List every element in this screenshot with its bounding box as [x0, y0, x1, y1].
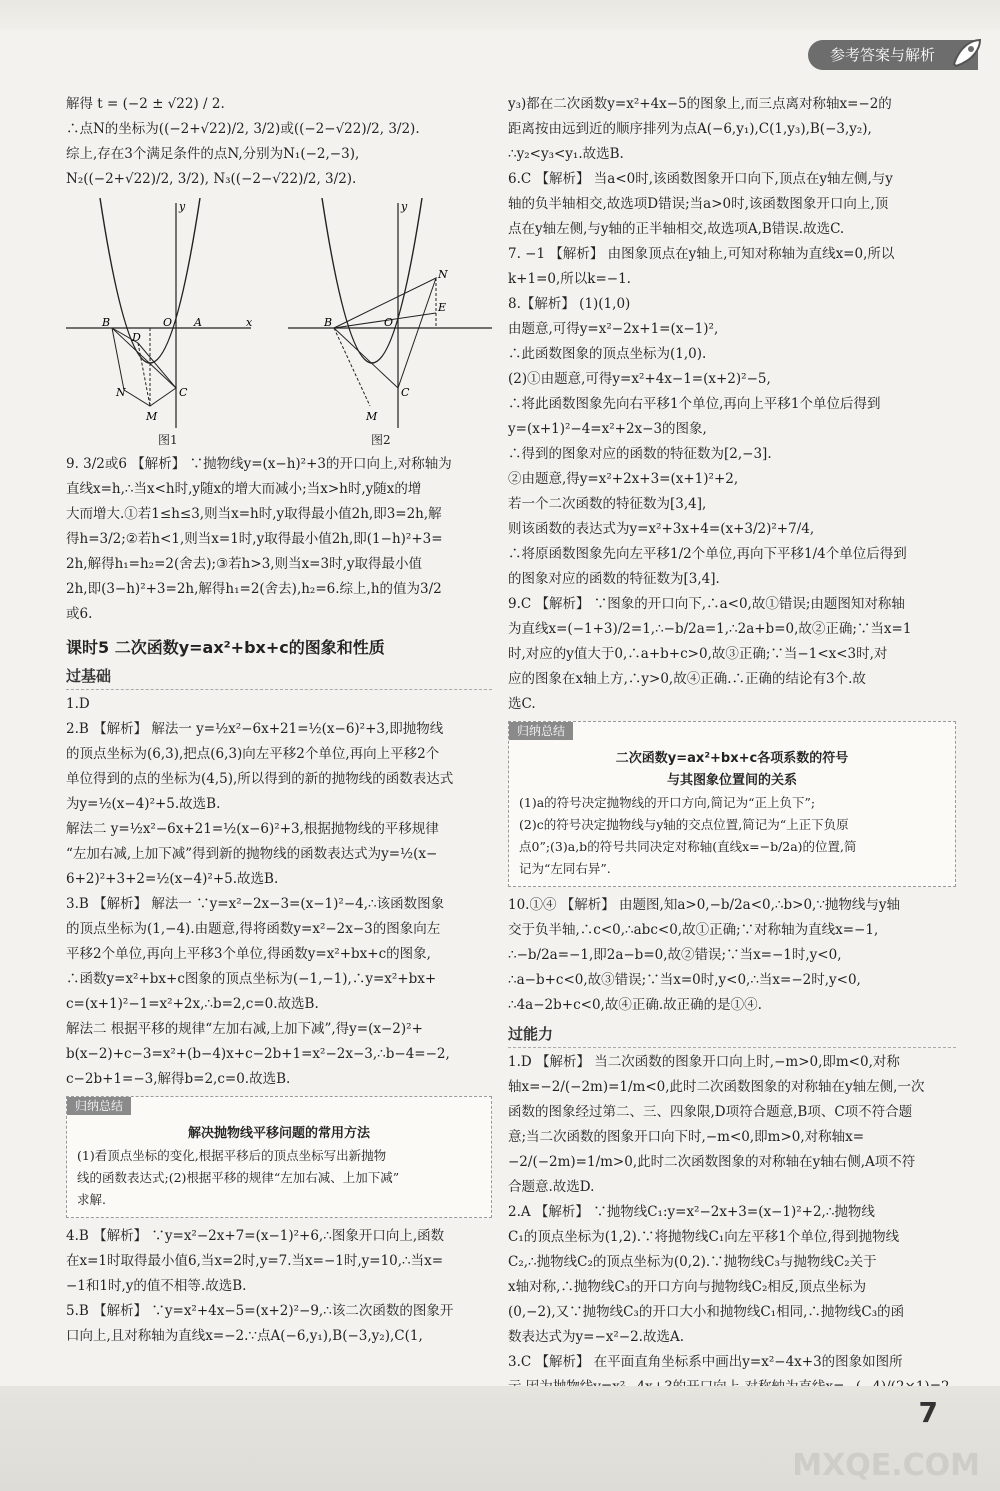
question-9-line: 得h=3/2;②若h<1,则当x=1时,y取得最小值2h,即(1−h)²+3= — [66, 531, 443, 547]
summary-line: 求解. — [77, 1192, 106, 1207]
question-9-line: 2h,即(3−h)²+3=2h,解得h₁=2(舍去),h₂=6.综上,h的值为3/2 — [66, 581, 442, 597]
svg-text:C: C — [401, 386, 410, 399]
text-line: 距离按由远到近的顺序排列为点A(−6,y₁),C(1,y₃),B(−3,y₂), — [508, 121, 872, 137]
question-10-line: 10.①④ 【解析】 由题图,知a>0,−b/2a<0,∴b>0,∵抛物线与y轴 — [508, 897, 901, 913]
page-number: 7 — [918, 1396, 938, 1429]
text-line: 应的图象在x轴上方,∴y>0,故④正确.∴正确的结论有3个.故 — [508, 671, 866, 687]
text-line: 选C. — [508, 696, 536, 712]
text-line: ∴此函数图象的顶点坐标为(1,0). — [508, 346, 707, 362]
answer-line: ∴函数y=x²+bx+c图象的顶点坐标为(−1,−1),∴y=x²+bx+ — [66, 971, 437, 987]
summary-line: (1)看顶点坐标的变化,根据平移后的顶点坐标写出新抛物 — [77, 1148, 387, 1163]
figure-captions — [66, 428, 492, 452]
svg-text:y: y — [401, 200, 408, 213]
text-line: 综上,存在3个满足条件的点N,分别为N₁(−2,−3), — [66, 146, 360, 162]
svg-text:O: O — [163, 316, 173, 329]
answer-line: C₂,∴抛物线C₂的顶点坐标为(0,2).∵抛物线C₃与抛物线C₂关于 — [508, 1254, 877, 1270]
summary-line: 点0”;(3)a,b的符号共同决定对称轴(直线x=−b/2a)的位置,简 — [519, 839, 857, 854]
summary-title: 解决抛物线平移问题的常用方法 — [187, 1126, 370, 1141]
svg-text:O: O — [384, 316, 394, 329]
question-9-line: 或6. — [66, 606, 93, 622]
summary-box-coefficients — [508, 721, 956, 887]
svg-text:B: B — [324, 316, 333, 329]
answer-line: C₁的顶点坐标为(1,2).∵将抛物线C₁向左平移1个单位,得到抛物线 — [508, 1229, 900, 1245]
svg-text:A: A — [194, 316, 202, 329]
text-line: 若一个二次函数的特征数为[3,4], — [508, 496, 707, 512]
text-line: ∴将此函数图象先向右平移1个单位,再向上平移1个单位后得到 — [508, 396, 881, 412]
summary-line: (1)a的符号决定抛物线的开口方向,简记为“正上负下”; — [519, 795, 816, 810]
answer-line: 平移2个单位,再向上平移3个单位,得函数y=x²+bx+c的图象, — [66, 946, 431, 962]
question-9-line: 9. 3/2或6 【解析】 ∵抛物线y=(x−h)²+3的开口向上,对称轴为 — [66, 456, 452, 472]
text-line: 6.C 【解析】 当a<0时,该函数图象开口向下,顶点在y轴左侧,与y — [508, 171, 893, 187]
text-line: ∴y₂<y₃<y₁.故选B. — [508, 146, 624, 162]
answer-line: 解法二 y=½x²−6x+21=½(x−6)²+3,根据抛物线的平移规律 — [66, 821, 439, 837]
question-10-line: 交于负半轴,∴c<0,∴abc<0,故①正确;∵对称轴为直线x=−1, — [508, 922, 879, 938]
answer-line: 轴x=−2/(−2m)=1/m<0,此时二次函数图象的对称轴在y轴左侧,一次 — [508, 1079, 925, 1095]
text-line: y₃)都在二次函数y=x²+4x−5的图象上,而三点离对称轴x=−2的 — [508, 96, 892, 112]
question-9-line: 大而增大.①若1≤h≤3,则当x=h时,y取得最小值2h,即3=2h,解 — [66, 506, 442, 522]
answer-line: (0,−2),又∵抛物线C₃的开口大小和抛物线C₁相同,∴抛物线C₃的函 — [508, 1304, 905, 1320]
question-9-line: 直线x=h,∴当x<h时,y随x的增大而减小;当x>h时,y随x的增 — [66, 481, 422, 497]
answer-line: −2/(−2m)=1/m>0,此时二次函数图象的对称轴在y轴右侧,A项不符 — [508, 1154, 916, 1170]
answer-line: 口向上,且对称轴为直线x=−2.∵点A(−6,y₁),B(−3,y₂),C(1, — [66, 1328, 423, 1344]
summary-label: 归纳总结 — [67, 1097, 131, 1115]
text-line: 为直线x=(−1+3)/2=1,∴−b/2a=1,∴2a+b=0,故②正确;∵当x=1 — [508, 621, 912, 637]
answer-line: 6+2)²+3+2=½(x−4)²+5.故选B. — [66, 871, 279, 887]
text-line: 7. −1 【解析】 由图象顶点在y轴上,可知对称轴为直线x=0,所以 — [508, 246, 895, 262]
answer-line: 2.B 【解析】 解法一 y=½x²−6x+21=½(x−6)²+3,即抛物线 — [66, 721, 444, 737]
svg-text:D: D — [132, 331, 141, 344]
answer-line: 1.D — [66, 696, 90, 712]
summary-box-translation — [66, 1096, 492, 1218]
text-line: 8.【解析】 (1)(1,0) — [508, 296, 631, 312]
subsection-ability: 过能力 — [508, 1022, 956, 1048]
svg-text:M: M — [146, 410, 158, 423]
summary-label: 归纳总结 — [509, 722, 573, 740]
answer-line: 3.B 【解析】 解法一 ∵y=x²−2x−3=(x−1)²−4,∴该函数图象 — [66, 896, 445, 912]
answer-line: 意;当二次函数的图象开口向下时,−m<0,即m>0,对称轴x= — [508, 1129, 865, 1145]
answer-line: 的顶点坐标为(1,−4).由题意,得将函数y=x²−2x−3的图象向左 — [66, 921, 441, 937]
answer-line: 2.A 【解析】 ∵抛物线C₁:y=x²−2x+3=(x−1)²+2,∴抛物线 — [508, 1204, 875, 1220]
answer-line: c=(x+1)²−1=x²+2x,∴b=2,c=0.故选B. — [66, 996, 319, 1012]
text-line: 轴的负半轴相交,故选项D错误;当a>0时,该函数图象开口向上,顶 — [508, 196, 889, 212]
svg-text:C: C — [179, 386, 188, 399]
answer-line: 5.B 【解析】 ∵y=x²+4x−5=(x+2)²−9,∴该二次函数的图象开 — [66, 1303, 454, 1319]
svg-text:y: y — [179, 200, 186, 213]
answer-line: 的顶点坐标为(6,3),把点(6,3)向左平移2个单位,再向上平移2个 — [66, 746, 440, 762]
answer-line: 数表达式为y=−x²−2.故选A. — [508, 1329, 685, 1345]
parabola-figures — [66, 198, 492, 428]
text-line: 时,对应的y值大于0,∴a+b+c>0,故③正确;∵当−1<x<3时,对 — [508, 646, 888, 662]
subsection-basic: 过基础 — [66, 664, 492, 690]
right-column — [508, 92, 956, 1450]
answer-line: −1和1时,y的值不相等.故选B. — [66, 1278, 247, 1294]
text-line: 点在y轴左侧,与y轴的正半轴相交,故选项A,B错误.故选C. — [508, 221, 845, 237]
answer-line: c−2b+1=−3,解得b=2,c=0.故选B. — [66, 1071, 291, 1087]
header-badge-label: 参考答案与解析 — [830, 46, 936, 64]
figure-2-caption: 图2 — [371, 433, 391, 447]
text-line: k+1=0,所以k=−1. — [508, 271, 631, 287]
figure-1 — [66, 198, 253, 428]
answer-line: “左加右减,上加下减”得到新的抛物线的函数表达式为y=½(x− — [66, 846, 438, 862]
answer-line: b(x−2)+c−3=x²+(b−4)x+c−2b+1=x²−2x−3,∴b−4=−2, — [66, 1046, 450, 1062]
question-10-line: ∴4a−2b+c<0,故④正确.故正确的是①④. — [508, 997, 762, 1013]
svg-text:M: M — [366, 410, 378, 423]
svg-text:B: B — [102, 316, 111, 329]
answer-line: 3.C 【解析】 在平面直角坐标系中画出y=x²−4x+3的图象如图所 — [508, 1354, 903, 1370]
question-10-line: ∴−b/2a=−1,即2a−b=0,故②错误;∵当x=−1时,y<0, — [508, 947, 842, 963]
summary-title: 二次函数y=ax²+bx+c各项系数的符号 — [615, 751, 849, 766]
text-line: ∴得到的图象对应的函数的特征数为[2,−3]. — [508, 446, 772, 462]
text-line: ∴将原函数图象先向左平移1/2个单位,再向下平移1/4个单位后得到 — [508, 546, 907, 562]
text-line: N₂((−2+√22)/2, 3/2), N₃((−2−√22)/2, 3/2). — [66, 171, 357, 187]
answer-line: 单位得到的点的坐标为(4,5),所以得到的新的抛物线的函数表达式 — [66, 771, 454, 787]
svg-text:N: N — [438, 268, 448, 281]
svg-text:N: N — [116, 386, 126, 399]
text-line: 解得 t = (−2 ± √22) / 2. — [66, 96, 225, 112]
answer-line: 合题意.故选D. — [508, 1179, 595, 1195]
summary-subtitle: 与其图象位置间的关系 — [666, 773, 797, 788]
text-line: 9.C 【解析】 ∵图象的开口向下,∴a<0,故①错误;由题图知对称轴 — [508, 596, 905, 612]
header-badge — [808, 40, 978, 70]
answer-line: 函数的图象经过第二、三、四象限,D项符合题意,B项、C项不符合题 — [508, 1104, 913, 1120]
text-line: (2)①由题意,可得y=x²+4x−1=(x+2)²−5, — [508, 371, 771, 387]
svg-text:E: E — [438, 301, 447, 314]
rocket-icon — [946, 34, 986, 74]
answer-line: 4.B 【解析】 ∵y=x²−2x+7=(x−1)²+6,∴图象开口向上,函数 — [66, 1228, 445, 1244]
summary-line: 线的函数表达式;(2)根据平移的规律“左加右减、上加下减” — [77, 1170, 400, 1185]
question-9-line: 2h,解得h₁=h₂=2(舍去);③若h>3,则当x=3时,y取得最小值 — [66, 556, 423, 572]
text-line: 由题意,可得y=x²−2x+1=(x−1)², — [508, 321, 719, 337]
figures — [66, 198, 492, 428]
svg-text:x: x — [246, 316, 253, 329]
answer-line: 在x=1时取得最小值6,当x=2时,y=7.当x=−1时,y=10,∴当x= — [66, 1253, 444, 1269]
answer-line: 为y=½(x−4)²+5.故选B. — [66, 796, 221, 812]
answer-line: 1.D 【解析】 当二次函数的图象开口向上时,−m>0,即m<0,对称 — [508, 1054, 900, 1070]
figure-2 — [288, 198, 492, 428]
answer-line: x轴对称,∴抛物线C₃的开口方向与抛物线C₂相反,顶点坐标为 — [508, 1279, 867, 1295]
text-line: ∴点N的坐标为((−2+√22)/2, 3/2)或((−2−√22)/2, 3/2). — [66, 121, 420, 137]
summary-line: (2)c的符号决定抛物线与y轴的交点位置,简记为“上正下负原 — [519, 817, 849, 832]
text-line: 则该函数的表达式为y=x²+3x+4=(x+3/2)²+7/4, — [508, 521, 815, 537]
left-column — [66, 92, 492, 1349]
summary-line: 记为“左同右异”. — [519, 861, 611, 876]
question-10-line: ∴a−b+c<0,故③错误;∵当x=0时,y<0,∴当x=−2时,y<0, — [508, 972, 861, 988]
text-line: ②由题意,得y=x²+2x+3=(x+1)²+2, — [508, 471, 739, 487]
top-strip — [0, 0, 1000, 30]
lesson-title: 课时5 二次函数y=ax²+bx+c的图象和性质 — [66, 638, 385, 657]
watermark: MXQE.COM — [792, 1448, 980, 1483]
figure-1-caption: 图1 — [158, 433, 178, 447]
text-line: y=(x+1)²−4=x²+2x−3的图象, — [508, 421, 707, 437]
text-line: 的图象对应的函数的特征数为[3,4]. — [508, 571, 720, 587]
answer-line: 解法二 根据平移的规律“左加右减,上加下减”,得y=(x−2)²+ — [66, 1021, 423, 1037]
